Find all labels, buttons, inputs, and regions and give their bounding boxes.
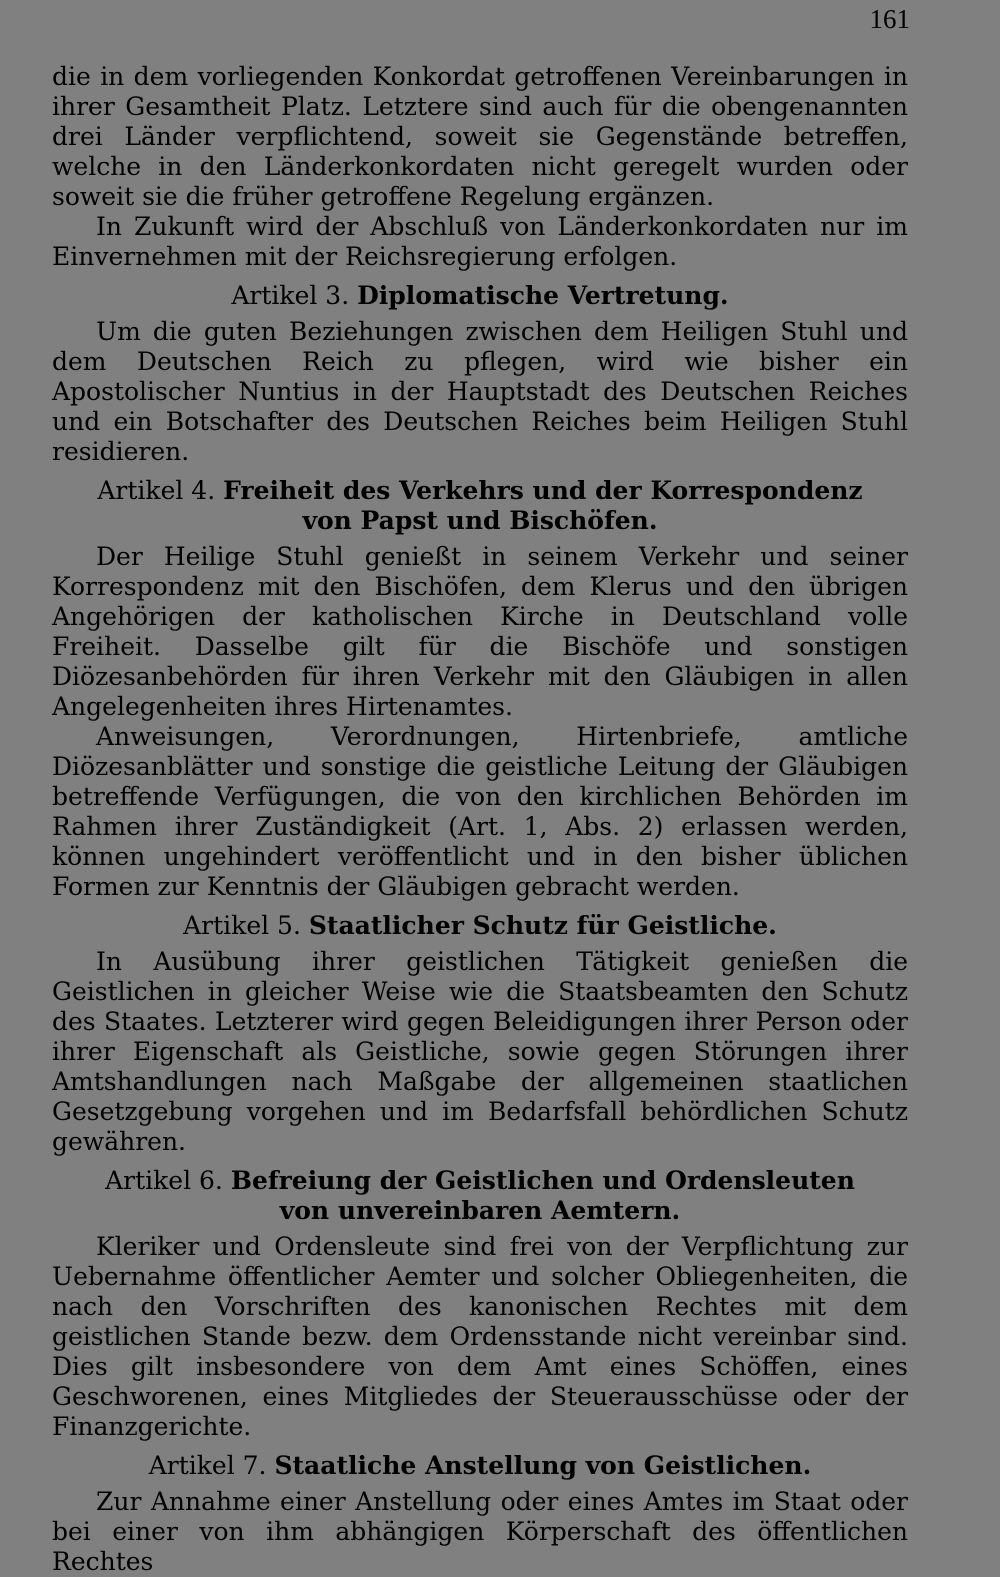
article-heading	[52, 281, 908, 311]
article-heading	[52, 476, 908, 536]
paragraph: In Zukunft wird der Abschluß von Länderkonkordaten nur im Einvernehmen mit der Reichsregierung erfolgen.	[52, 212, 908, 271]
page-number: 161	[869, 4, 910, 34]
paragraph: Anweisungen, Verordnungen, Hirtenbriefe, amtliche Diözesanblätter und sonstige die geistliche Leitung der Gläubigen betreffende Verfügungen, die von den kirchlichen Behörden im Rahmen ihrer Zuständigkeit (Art. 1, Abs. 2) erlassen werden, können ungehindert veröffentlicht und in den bisher üblichen Formen zur Kenntnis der Gläubigen gebracht werden.	[52, 722, 908, 901]
paragraph: Der Heilige Stuhl genießt in seinem Verkehr und seiner Korrespondenz mit den Bischöfen, dem Klerus und den übrigen Angehörigen der katholischen Kirche in Deutschland volle Freiheit. Dasselbe gilt für die Bischöfe und sonstigen Diözesanbehörden für ihren Verkehr mit den Gläubigen in allen Angelegenheiten ihres Hirtenamtes.	[52, 542, 908, 721]
paragraph: Um die guten Beziehungen zwischen dem Heiligen Stuhl und dem Deutschen Reich zu pflegen, wird wie bisher ein Apostolischer Nuntius in der Hauptstadt des Deutschen Reiches und ein Botschafter des Deutschen Reiches beim Heiligen Stuhl residieren.	[52, 317, 908, 466]
article-heading	[52, 911, 908, 941]
document-body	[52, 62, 908, 1577]
article-title: Diplomatische Vertretung.	[357, 281, 729, 310]
article-number: Artikel 4.	[97, 476, 216, 505]
article-heading	[52, 1451, 908, 1481]
paragraph: Kleriker und Ordensleute sind frei von der Verpflichtung zur Uebernahme öffentlicher Aemter und solcher Obliegenheiten, die nach den Vorschriften des kanonischen Rechtes mit dem geistlichen Stande bezw. dem Ordensstande nicht vereinbar sind. Dies gilt insbesondere von dem Amt eines Schöffen, eines Geschworenen, eines Mitgliedes der Steuerausschüsse oder der Finanzgerichte.	[52, 1232, 908, 1441]
article-number: Artikel 5.	[183, 911, 301, 940]
article-number: Artikel 3.	[231, 281, 350, 310]
article-heading	[52, 1166, 908, 1226]
article-number: Artikel 6.	[105, 1166, 223, 1195]
paragraph: In Ausübung ihrer geistlichen Tätigkeit genießen die Geistlichen in gleicher Weise wie die Staatsbeamten den Schutz des Staates. Letzterer wird gegen Beleidigungen ihrer Person oder ihrer Eigenschaft als Geistliche, sowie gegen Störungen ihrer Amtshandlungen nach Maßgabe der allgemeinen staatlichen Gesetzgebung vorgehen und im Bedarfsfall behördlichen Schutz gewähren.	[52, 947, 908, 1156]
paragraph: Zur Annahme einer Anstellung oder eines Amtes im Staat oder bei einer von ihm abhängigen Körperschaft des öffentlichen Rechtes	[52, 1487, 908, 1576]
article-number: Artikel 7.	[148, 1451, 267, 1480]
article-title: Freiheit des Verkehrs und der Korrespondenz von Papst und Bischöfen.	[223, 476, 863, 535]
article-title: Staatlicher Schutz für Geistliche.	[308, 911, 777, 940]
article-title: Staatliche Anstellung von Geistlichen.	[274, 1451, 812, 1480]
article-title: Befreiung der Geistlichen und Ordensleuten von unvereinbaren Aemtern.	[230, 1166, 855, 1225]
paragraph: die in dem vorliegenden Konkordat getroffenen Vereinbarungen in ihrer Gesamtheit Platz. Letztere sind auch für die obengenannten drei Länder verpflichtend, soweit sie Gegenstände betreffen, welche in den Länderkonkordaten nicht geregelt wurden oder soweit sie die früher getroffene Regelung ergänzen.	[52, 62, 908, 211]
